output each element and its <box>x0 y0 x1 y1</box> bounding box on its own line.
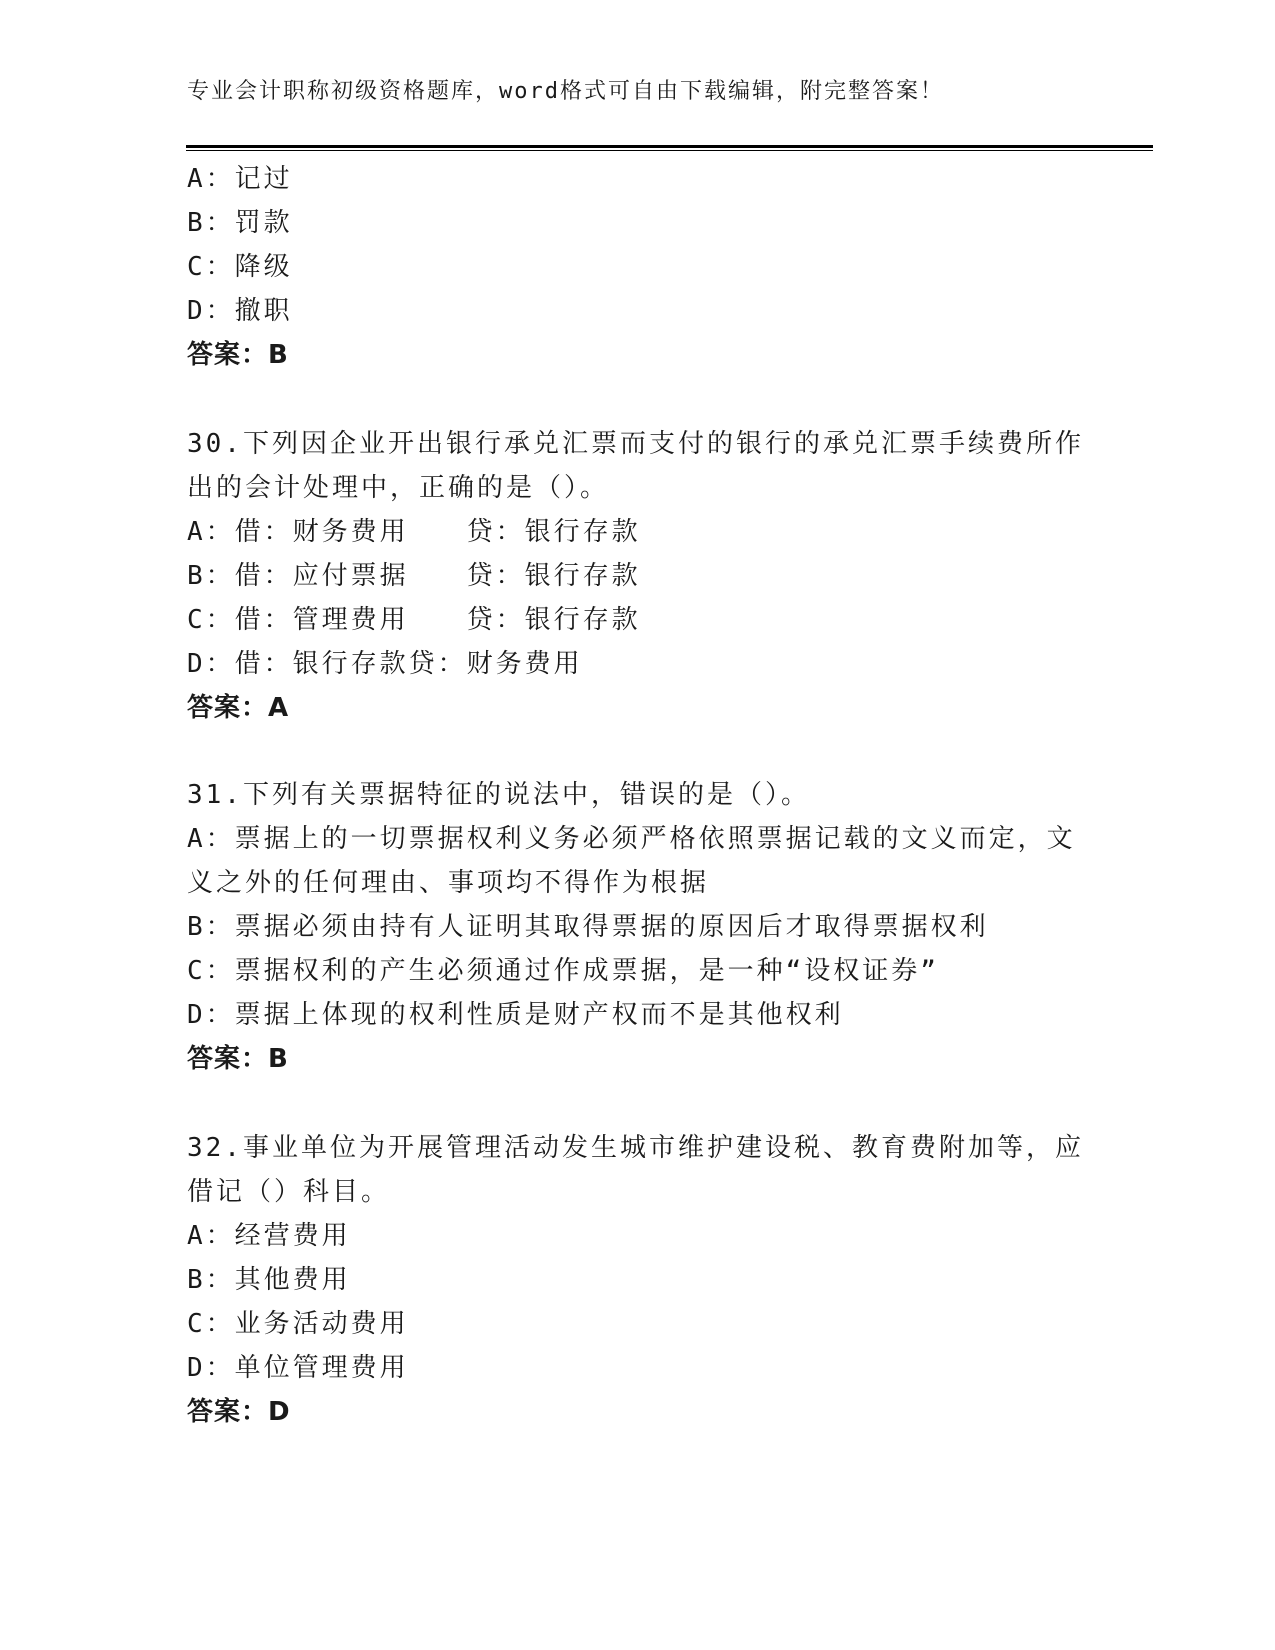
q32-option-a: A：经营费用 <box>187 1221 351 1251</box>
q30-option-d: D：借：银行存款贷：财务费用 <box>187 649 583 679</box>
header-rule-thick <box>186 145 1153 148</box>
q30-option-b-credit: 贷：银行存款 <box>466 561 641 591</box>
q29-answer: 答案：B <box>187 340 289 370</box>
q30-option-c <box>187 599 641 636</box>
q30-option-c-credit: 贷：银行存款 <box>466 605 641 635</box>
q32-stem-line1: 32.事业单位为开展管理活动发生城市维护建设税、教育费附加等，应 <box>187 1133 1084 1163</box>
q30-option-c-debit: C：借：管理费用 <box>187 605 409 635</box>
q30-option-a-debit: A：借：财务费用 <box>187 517 409 547</box>
q30-option-b-debit: B：借：应付票据 <box>187 561 409 591</box>
q30-answer: 答案：A <box>187 693 290 723</box>
q30-option-a <box>187 511 641 548</box>
q29-option-d: D：撤职 <box>187 296 293 326</box>
q32-option-d: D：单位管理费用 <box>187 1353 409 1383</box>
q29-option-b: B：罚款 <box>187 208 293 238</box>
q30-option-b <box>187 555 641 592</box>
q29-option-c: C：降级 <box>187 252 293 282</box>
q32-option-b: B：其他费用 <box>187 1265 351 1295</box>
q31-option-b: B：票据必须由持有人证明其取得票据的原因后才取得票据权利 <box>187 912 989 942</box>
q31-option-a-line1: A：票据上的一切票据权利义务必须严格依照票据记载的文义而定，文 <box>187 824 1076 854</box>
q31-option-d: D：票据上体现的权利性质是财产权而不是其他权利 <box>187 1000 844 1030</box>
q30-stem-line1: 30.下列因企业开出银行承兑汇票而支付的银行的承兑汇票手续费所作 <box>187 429 1084 459</box>
q32-answer: 答案：D <box>187 1397 291 1427</box>
q32-option-c: C：业务活动费用 <box>187 1309 409 1339</box>
q31-option-a-line2: 义之外的任何理由、事项均不得作为根据 <box>187 868 710 898</box>
page-header: 专业会计职称初级资格题库，word格式可自由下载编辑，附完整答案！ <box>187 79 944 104</box>
q31-answer: 答案：B <box>187 1044 289 1074</box>
q29-option-a: A：记过 <box>187 164 293 194</box>
q30-option-a-credit: 贷：银行存款 <box>466 517 641 547</box>
q31-stem: 31.下列有关票据特征的说法中，错误的是（）。 <box>187 780 810 810</box>
q31-option-c: C：票据权利的产生必须通过作成票据，是一种“设权证券” <box>187 956 939 986</box>
q32-stem-line2: 借记（）科目。 <box>187 1177 391 1207</box>
header-rule-thin <box>186 150 1153 151</box>
q30-stem-line2: 出的会计处理中，正确的是（）。 <box>187 473 610 503</box>
